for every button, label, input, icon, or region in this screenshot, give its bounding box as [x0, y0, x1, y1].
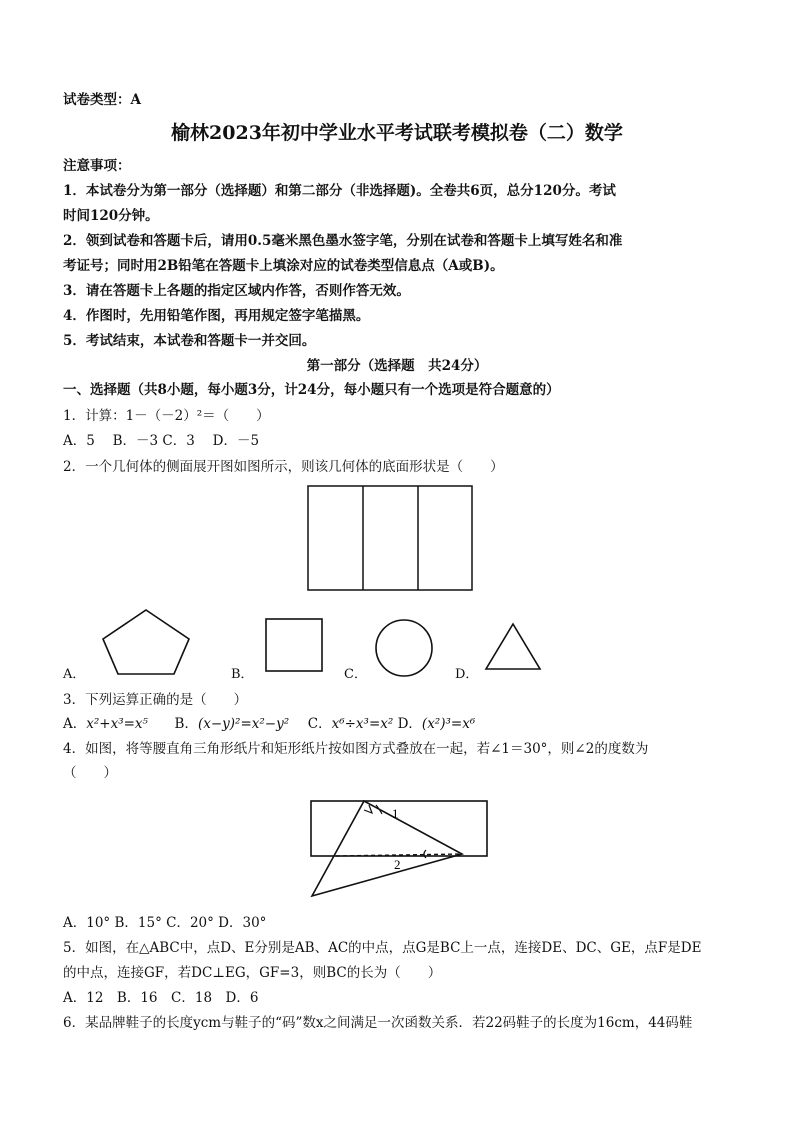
section-heading: 一、选择题（共8小题，每小题3分，计24分，每小题只有一个选项是符合题意的） [63, 382, 560, 398]
q5-options: A．12 B．16 C．18 D．6 [63, 990, 259, 1006]
note-line: 5．考试结束，本试卷和答题卡一并交回。 [63, 333, 316, 349]
notes-heading: 注意事项： [63, 158, 131, 174]
q2-option-a-pentagon [98, 607, 194, 677]
note-line: 2．领到试卷和答题卡后，请用0.5毫米黑色墨水签字笔，分别在试卷和答题卡上填写姓名和准 [63, 233, 623, 249]
q3-stem: 3．下列运算正确的是（ ） [63, 692, 248, 708]
q6-line1: 6．某品牌鞋子的长度ycm与鞋子的“码”数x之间满足一次函数关系．若22码鞋子的长度为16cm，44码鞋 [63, 1015, 693, 1031]
q3-a-label: A． [63, 716, 87, 732]
note-line: 时间120分钟。 [63, 208, 159, 224]
q3-c-label: C． [307, 716, 332, 732]
q5-line2: 的中点，连接GF，若DC⊥EG，GF=3，则BC的长为（ ） [63, 965, 442, 981]
q2-option-d-triangle [482, 621, 544, 673]
right-triangle-paper [312, 801, 462, 896]
q2-option-c-circle [372, 617, 436, 679]
q3-d-label: D． [397, 716, 422, 732]
q3-c-math: x⁶÷x³=x² [331, 716, 394, 732]
q4-stem-cont: （ ） [63, 765, 117, 781]
q2-option-b-square [263, 616, 327, 674]
q3-b-label: B． [174, 716, 198, 732]
q2-label-c: C． [344, 667, 367, 682]
net-rectangle [308, 486, 472, 590]
q2-net-figure [306, 484, 476, 594]
q3-b-math: (x−y)²=x²−y² [197, 716, 290, 732]
q2-stem: 2．一个几何体的侧面展开图如图所示，则该几何体的底面形状是（ ） [63, 459, 504, 475]
q4-options: A．10° B．15° C．20° D．30° [63, 915, 267, 931]
note-line: 3．请在答题卡上各题的指定区域内作答，否则作答无效。 [63, 283, 410, 299]
angle1-label: 1 [392, 806, 399, 821]
q2-label-d: D． [455, 667, 479, 682]
q3-a-math: x²+x³=x⁵ [86, 716, 148, 732]
right-angle-mark [364, 805, 372, 813]
q2-label-a: A． [63, 667, 86, 682]
q1-stem: 1．计算：1－（－2）²＝（ ） [63, 408, 270, 424]
exam-title: 榆林2023年初中学业水平考试联考模拟卷（二）数学 [171, 122, 623, 144]
angle2-label: 2 [394, 857, 401, 872]
note-line: 1．本试卷分为第一部分（选择题）和第二部分（非选择题)。全卷共6页，总分120分。考试 [63, 183, 616, 199]
note-line: 考证号；同时用2B铅笔在答题卡上填涂对应的试卷类型信息点（A或B)。 [63, 258, 504, 274]
angle2-arc [424, 850, 426, 858]
q2-label-b: B． [231, 667, 254, 682]
rectangle-paper [311, 801, 487, 856]
q3-options [63, 714, 735, 734]
q1-options: A．5 B．－3 C．3 D．－5 [63, 433, 260, 449]
q3-d-math: (x²)³=x⁶ [421, 716, 476, 732]
part1-heading: 第一部分（选择题 共24分） [306, 358, 488, 374]
paper-type: 试卷类型：A [63, 92, 141, 108]
q4-stem: 4．如图，将等腰直角三角形纸片和矩形纸片按如图方式叠放在一起，若∠1＝30°，则∠2的度数为 [63, 741, 649, 757]
q4-figure [306, 796, 492, 902]
note-line: 4．作图时，先用铅笔作图，再用规定签字笔描黑。 [63, 308, 370, 324]
q5-line1: 5．如图，在△ABC中，点D、E分别是AB、AC的中点，点G是BC上一点，连接DE、DC、GE，点F是DE [63, 940, 702, 956]
